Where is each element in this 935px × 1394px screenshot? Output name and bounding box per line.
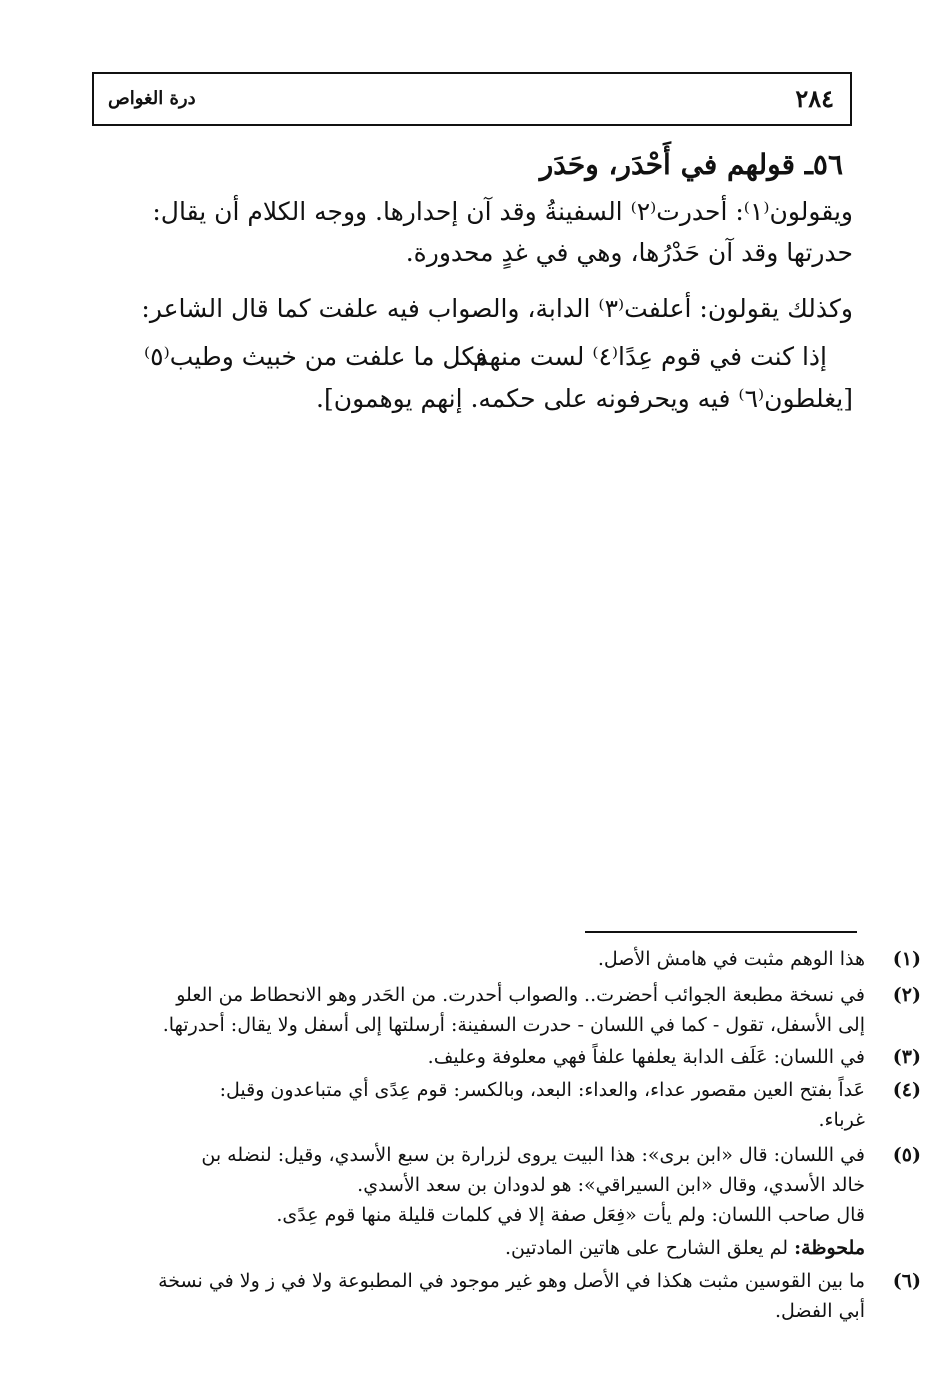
section-heading: ٥٦ـ قولهم في أَحْدَر، وحَدَر <box>539 148 843 181</box>
footnote-text: هذا الوهم مثبت في هامش الأصل. <box>597 948 865 970</box>
footnote-text: إلى الأسفل، تقول - كما في اللسان - حدرت السفينة: أرسلتها إلى أسفل ولا يقال: أحدرتها. <box>162 1014 865 1036</box>
verse-hemistich-right: إذا كنت في قوم عِدًا⁽٤⁾ لست منهم <box>472 342 827 371</box>
page-number: ٢٨٤ <box>795 84 834 113</box>
body-line-3: وكذلك يقولون: أعلفت⁽٣⁾ الدابة، والصواب فيه علفت كما قال الشاعر: <box>141 294 853 323</box>
body-line-4: [يغلطون⁽٦⁾ فيه ويحرفونه على حكمه. إنهم يوهمون]. <box>316 384 853 413</box>
footnote-2 <box>95 980 921 1040</box>
verse-hemistich-left: فكل ما علفت من خبيث وطيب⁽٥⁾ <box>144 342 488 371</box>
footnote-text: خالد الأسدي، وقال «ابن السيراقي»: هو لدودان بن سعد الأسدي. <box>357 1174 865 1196</box>
footnote-note <box>95 1233 865 1263</box>
footnote-5 <box>95 1140 921 1230</box>
footnote-number: (٣) <box>892 1046 921 1068</box>
footnote-number: (٥) <box>892 1144 921 1166</box>
body-line-2: حدرتها وقد آن حَدْرُها، وهي في غدٍ محدورة. <box>405 238 853 267</box>
footnote-note-line <box>95 1233 865 1263</box>
note-label: ملحوظة: <box>794 1237 865 1259</box>
footnote-text: عَداً بفتح العين مقصور عداء، والعداء: البعد، وبالكسر: قوم عِدًى أي متباعدون وقيل: <box>219 1079 865 1101</box>
page-header <box>92 72 852 126</box>
footnote-1 <box>95 944 921 974</box>
footnote-3 <box>95 1042 921 1072</box>
footnote-text: في نسخة مطبعة الجوائب أحضرت.. والصواب أحدرت. من الحَدر وهو الانحطاط من العلو <box>176 984 865 1006</box>
footnote-number: (٤) <box>892 1079 921 1101</box>
footnote-text: في اللسان: قال «ابن برى»: هذا البيت يروى لزرارة بن سبع الأسدي، وقيل: لنضله بن <box>201 1144 865 1166</box>
footnote-text: ما بين القوسين مثبت هكذا في الأصل وهو غير موجود في المطبوعة ولا في ز ولا في نسخة <box>158 1270 865 1292</box>
footnote-4 <box>95 1075 921 1135</box>
body-line-1: ويقولون⁽١⁾: أحدرت⁽٢⁾ السفينةُ وقد آن إحدارها. ووجه الكلام أن يقال: <box>152 197 853 226</box>
running-title: درة الغواص <box>108 88 196 109</box>
footnote-number: (٦) <box>892 1270 921 1292</box>
footnote-number: (٢) <box>892 984 921 1006</box>
footnote-text: أبي الفضل. <box>774 1300 865 1322</box>
footnote-text: في اللسان: عَلَف الدابة يعلفها علفاً فهي معلوفة وعليف. <box>427 1046 865 1068</box>
footnote-text: قال صاحب اللسان: ولم يأت «فِعَل صفة إلا في كلمات قليلة منها قوم عِدًى. <box>276 1204 865 1226</box>
footnote-separator <box>585 931 857 933</box>
footnote-number: (١) <box>892 948 921 970</box>
footnote-6 <box>95 1266 921 1326</box>
footnote-text: غرباء. <box>818 1109 865 1131</box>
note-text: لم يعلق الشارح على هاتين المادتين. <box>505 1237 789 1259</box>
